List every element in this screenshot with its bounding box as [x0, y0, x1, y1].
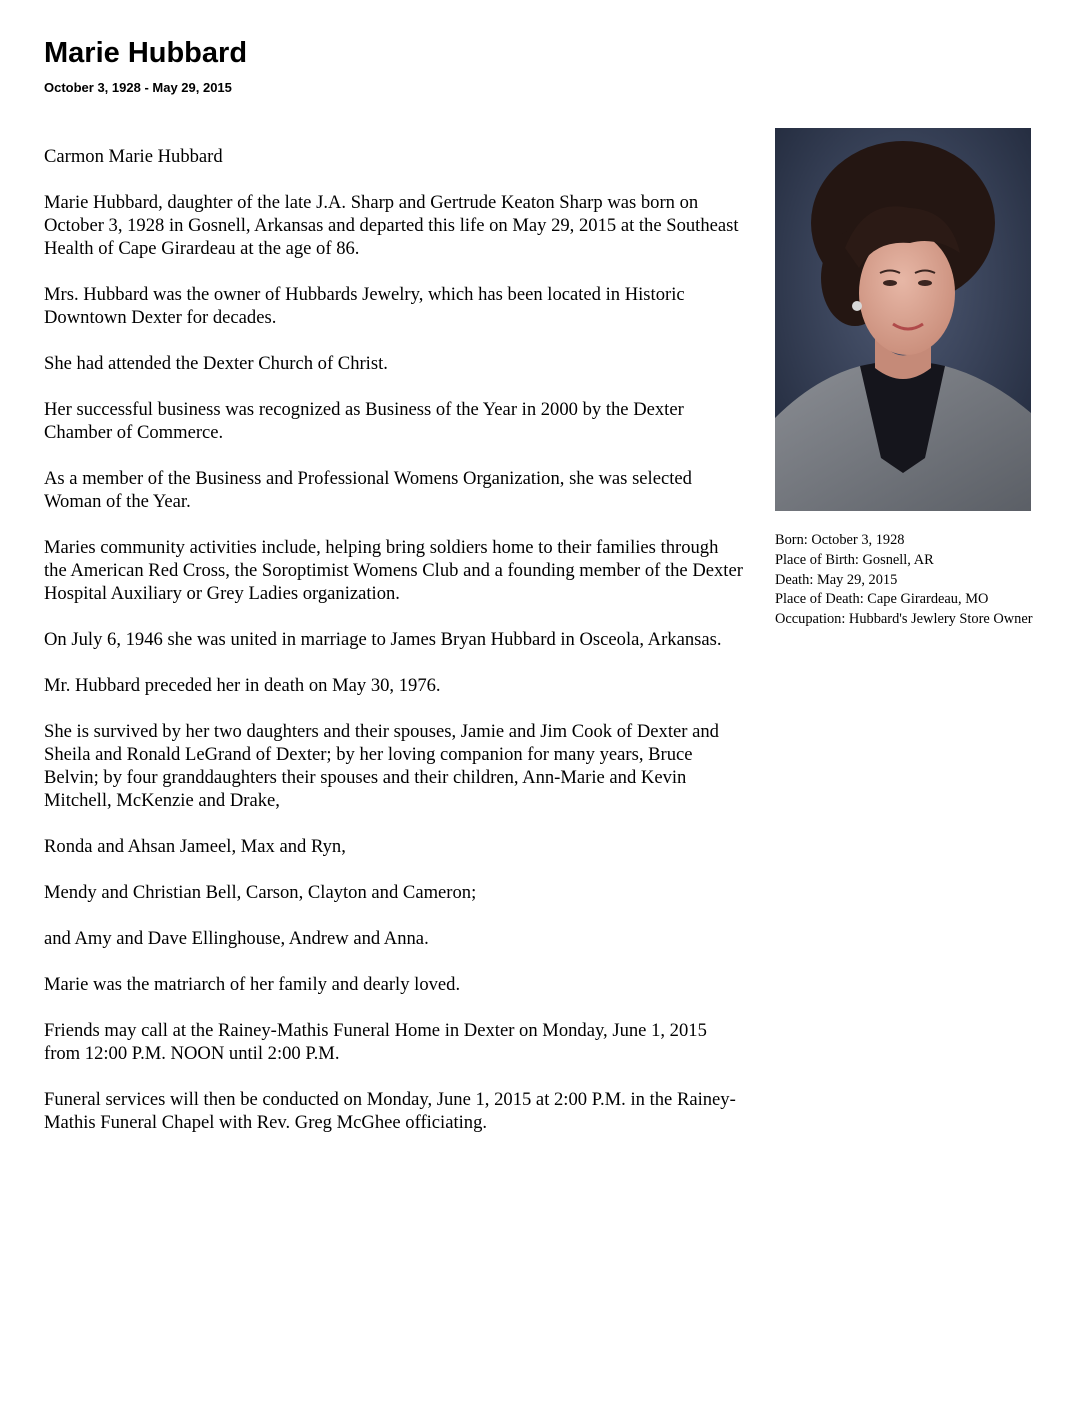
paragraph: Funeral services will then be conducted on Monday, June 1, 2015 at 2:00 P.M. in the Rainey-Mathis Funeral Chapel with Rev. Greg McGhee officiating.	[44, 1089, 736, 1133]
paragraph: Mrs. Hubbard was the owner of Hubbards Jewelry, which has been located in Historic Downtown Dexter for decades.	[44, 284, 685, 328]
paragraph: Mendy and Christian Bell, Carson, Clayton and Cameron;	[44, 882, 477, 903]
paragraph: Marie Hubbard, daughter of the late J.A. Sharp and Gertrude Keaton Sharp was born on October 3, 1928 in Gosnell, Arkansas and departed this life on May 29, 2015 at the Southeast Health of Cape Girardeau at the age of 86.	[44, 192, 739, 259]
paragraph: Marie was the matriarch of her family and dearly loved.	[44, 974, 461, 995]
life-dates: October 3, 1928 - May 29, 2015	[44, 80, 232, 95]
page-title: Marie Hubbard	[44, 37, 248, 69]
obituary-body	[44, 145, 744, 1157]
portrait-image	[775, 128, 1031, 511]
paragraph: and Amy and Dave Ellinghouse, Andrew and Anna.	[44, 928, 429, 949]
paragraph: She is survived by her two daughters and their spouses, Jamie and Jim Cook of Dexter and Sheila and Ronald LeGrand of Dexter; by her loving companion for many years, Bruce Belvin; by four granddaughters their spouses and their children, Ann-Marie and Kevin Mitchell, McKenzie and Drake,	[44, 721, 719, 811]
paragraph: She had attended the Dexter Church of Christ.	[44, 353, 388, 374]
paragraph: On July 6, 1946 she was united in marriage to James Bryan Hubbard in Osceola, Arkansas.	[44, 629, 722, 650]
paragraph: Ronda and Ahsan Jameel, Max and Ryn,	[44, 836, 346, 857]
paragraph: Carmon Marie Hubbard	[44, 146, 223, 167]
paragraph: Maries community activities include, helping bring soldiers home to their families through the American Red Cross, the Soroptimist Womens Club and a founding member of the Dexter Hospital Auxiliary or Grey Ladies organization.	[44, 537, 743, 604]
paragraph: Her successful business was recognized as Business of the Year in 2000 by the Dexter Chamber of Commerce.	[44, 399, 684, 443]
obituary-header	[44, 36, 247, 96]
occupation-fact: Occupation: Hubbard's Jewlery Store Owner	[775, 611, 1033, 628]
paragraph: As a member of the Business and Professional Womens Organization, she was selected Woman of the Year.	[44, 468, 692, 512]
place-of-death-fact: Place of Death: Cape Girardeau, MO	[775, 591, 989, 608]
portrait-photo	[775, 128, 1031, 511]
paragraph: Friends may call at the Rainey-Mathis Funeral Home in Dexter on Monday, June 1, 2015 from 12:00 P.M. NOON until 2:00 P.M.	[44, 1020, 707, 1064]
place-of-birth-fact: Place of Birth: Gosnell, AR	[775, 551, 934, 568]
born-fact: Born: October 3, 1928	[775, 532, 905, 548]
vital-facts	[775, 531, 1065, 630]
death-fact: Death: May 29, 2015	[775, 571, 898, 588]
paragraph: Mr. Hubbard preceded her in death on May 30, 1976.	[44, 675, 441, 696]
